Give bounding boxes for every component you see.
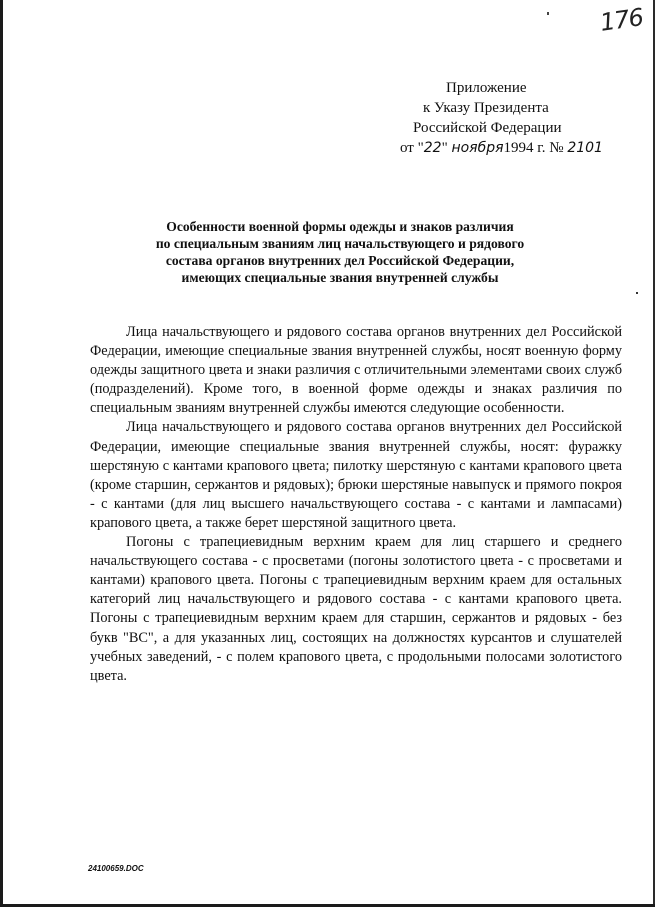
paragraph-3: Погоны с трапециевидным верхним краем для лиц старшего и среднего начальствующего состава - с просветами (погоны золотистого цвета - с просветами и кантами) крапового цвета. Погоны с трапециевидным верхним краем для остальных категорий лиц начальствующего и рядового состава - с кантами крапового цвета. Погоны с трапециевидным верхним краем для старшин, сержантов и рядовых - без букв "ВС", а для указанных лиц, состоящих на должностях курсантов и слушателей учебных заведений, - с полем крапового цвета, с продольными полосами золотистого цвета.: [90, 534, 622, 684]
decree-number-handwritten: 2101: [567, 140, 603, 156]
document-body: [90, 323, 622, 686]
paragraph-1: Лица начальствующего и рядового состава органов внутренних дел Российской Федерации, имеющие специальные звания внутренней службы, носят военную форму одежды защитного цвета и знаки различия с отличительными элементами своих служб (подразделений). Кроме того, в военной форме одежды и знаках различия по специальным званиям внутренней службы имеются следующие особенности.: [90, 324, 622, 417]
appendix-federation: Российской Федерации: [413, 120, 562, 136]
scan-mark: [547, 12, 549, 15]
heading-line-3: состава органов внутренних дел Российской Федерации,: [165, 253, 515, 268]
appendix-block: [400, 78, 603, 158]
heading-line-1: Особенности военной формы одежды и знаков различия: [166, 219, 514, 234]
heading-line-4: имеющих специальные звания внутренней службы: [181, 270, 499, 285]
handwritten-page-number: 176: [598, 3, 645, 37]
appendix-decree: к Указу Президента: [423, 100, 549, 116]
appendix-title: Приложение: [446, 80, 527, 96]
date-prefix: от ": [400, 140, 424, 156]
scan-mark: [636, 292, 638, 294]
paragraph-2: Лица начальствующего и рядового состава органов внутренних дел Российской Федерации, имеющие специальные звания внутренней службы, носят: фуражку шерстяную с кантами крапового цвета; пилотку шерстяную с кантами крапового цвета (кроме старшин, сержантов и рядовых); брюки шерстяные навыпуск и прямого покроя - с кантами (для лиц высшего начальствующего состава - с кантами и лампасами) крапового цвета, а также берет шерстяной защитного цвета.: [90, 419, 622, 531]
date-mid: ": [441, 140, 448, 156]
date-day-handwritten: 22: [423, 140, 442, 156]
heading-line-2: по специальным званиям лиц начальствующего и рядового: [155, 236, 525, 251]
appendix-date-line: [400, 138, 603, 158]
date-month-handwritten: ноября: [451, 140, 504, 156]
document-heading: [150, 218, 530, 286]
scan-left-edge: [0, 0, 3, 907]
date-year: 1994 г. №: [503, 140, 564, 156]
file-name-footer: 24100659.DOC: [88, 864, 144, 873]
